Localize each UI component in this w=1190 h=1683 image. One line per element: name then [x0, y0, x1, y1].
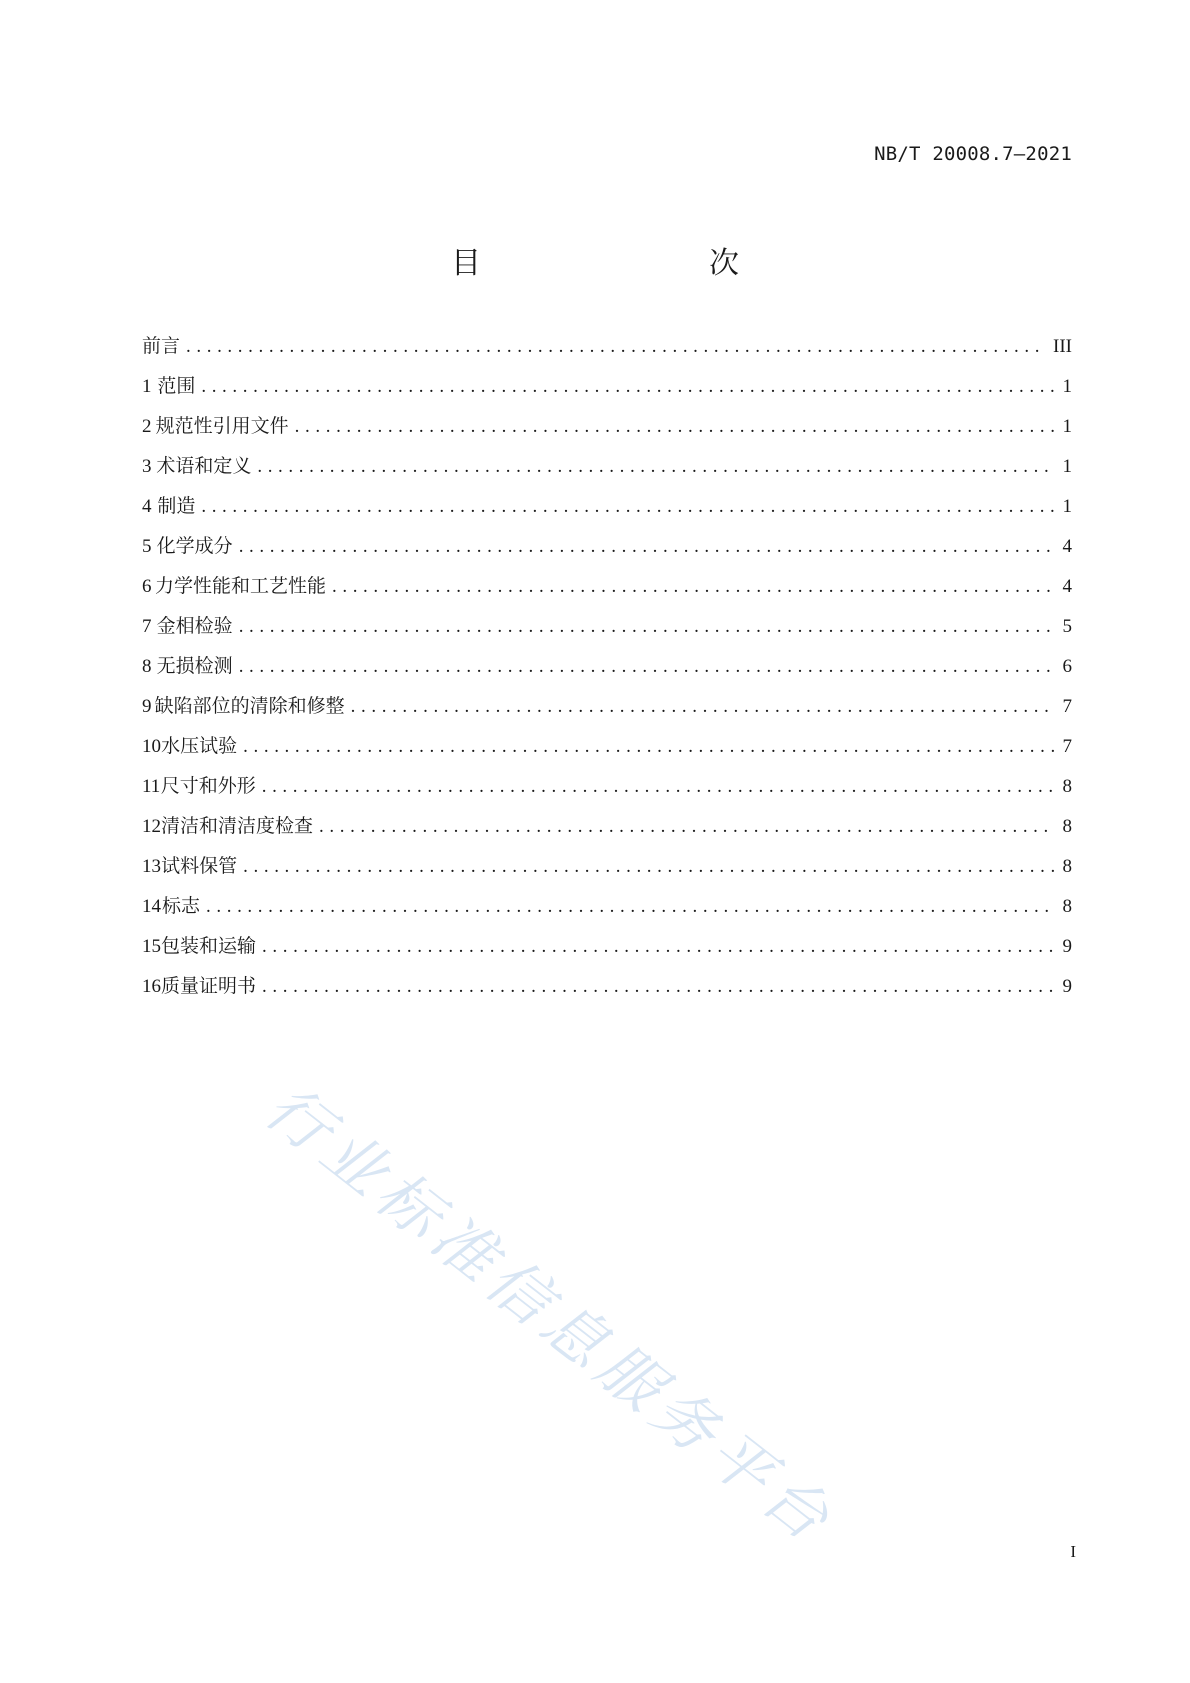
toc-entry-number: 8 — [142, 656, 152, 677]
toc-entry-page[interactable]: III — [1053, 336, 1072, 357]
toc-entry-number: 4 — [142, 496, 152, 517]
toc-leader-dots — [319, 807, 1054, 847]
table-of-contents — [142, 326, 1072, 1006]
toc-entry-page[interactable]: 8 — [1062, 776, 1072, 797]
toc-entry-label[interactable]: 水压试验 — [161, 735, 238, 757]
toc-entry-number: 16 — [142, 976, 161, 997]
toc-leader-dots — [239, 527, 1055, 567]
toc-entry[interactable] — [142, 726, 1072, 766]
toc-entry[interactable] — [142, 886, 1072, 926]
toc-leader-dots — [351, 687, 1055, 727]
toc-entry-number: 1 — [142, 376, 152, 397]
toc-entry-number: 3 — [142, 456, 152, 477]
toc-entry[interactable] — [142, 806, 1072, 846]
toc-entry-label[interactable]: 标志 — [162, 895, 201, 917]
toc-entry-page[interactable]: 9 — [1062, 936, 1072, 957]
toc-leader-dots — [262, 767, 1055, 807]
toc-entry-page[interactable]: 8 — [1062, 896, 1072, 917]
toc-entry-label[interactable]: 化学成分 — [156, 535, 233, 557]
standard-code: NB/T 20008.7—2021 — [874, 143, 1072, 165]
toc-leader-dots — [186, 327, 1045, 367]
toc-entry[interactable] — [142, 526, 1072, 566]
toc-entry-label[interactable]: 金相检验 — [156, 615, 233, 637]
toc-entry-label[interactable]: 术语和定义 — [156, 455, 252, 477]
toc-entry-number: 6 — [142, 576, 152, 597]
toc-entry-page[interactable]: 4 — [1062, 536, 1072, 557]
toc-entry-page[interactable]: 8 — [1062, 816, 1072, 837]
toc-entry[interactable] — [142, 566, 1072, 606]
toc-entry-label[interactable]: 规范性引用文件 — [155, 415, 289, 437]
toc-entry[interactable] — [142, 766, 1072, 806]
toc-entry-page[interactable]: 1 — [1062, 376, 1072, 397]
toc-entry[interactable] — [142, 606, 1072, 646]
toc-entry[interactable] — [142, 406, 1072, 446]
toc-leader-dots — [243, 847, 1054, 887]
toc-entry[interactable] — [142, 846, 1072, 886]
toc-entry-page[interactable]: 8 — [1062, 856, 1072, 877]
toc-entry[interactable] — [142, 366, 1072, 406]
toc-entry[interactable] — [142, 926, 1072, 966]
toc-entry[interactable] — [142, 966, 1072, 1006]
toc-entry-label[interactable]: 缺陷部位的清除和修整 — [154, 695, 345, 717]
toc-entry-number: 14 — [142, 896, 161, 917]
toc-entry-number: 5 — [142, 536, 152, 557]
toc-leader-dots — [257, 447, 1054, 487]
toc-leader-dots — [243, 727, 1054, 767]
toc-entry[interactable] — [142, 646, 1072, 686]
page-title: 目 次 — [451, 246, 795, 281]
watermark: 行业标准信息服务平台 — [252, 1070, 849, 1559]
toc-entry-page[interactable]: 7 — [1062, 736, 1072, 757]
toc-entry-page[interactable]: 9 — [1062, 976, 1072, 997]
toc-entry-number: 13 — [142, 856, 161, 877]
toc-entry-label[interactable]: 清洁和清洁度检查 — [161, 815, 314, 837]
toc-entry-label[interactable]: 包装和运输 — [161, 935, 257, 957]
toc-entry-page[interactable]: 4 — [1062, 576, 1072, 597]
toc-leader-dots — [262, 927, 1054, 967]
toc-entry[interactable] — [142, 446, 1072, 486]
toc-entry[interactable] — [142, 686, 1072, 726]
toc-leader-dots — [295, 407, 1055, 447]
toc-entry-number: 12 — [142, 816, 161, 837]
toc-entry-label[interactable]: 范围 — [157, 375, 196, 397]
toc-leader-dots — [332, 567, 1055, 607]
toc-entry-label[interactable]: 试料保管 — [161, 855, 238, 877]
toc-entry-label[interactable]: 尺寸和外形 — [160, 775, 256, 797]
toc-entry-number: 10 — [142, 736, 161, 757]
toc-entry-label[interactable]: 无损检测 — [156, 655, 233, 677]
toc-entry-number: 7 — [142, 616, 152, 637]
toc-leader-dots — [239, 607, 1055, 647]
toc-entry-number: 15 — [142, 936, 161, 957]
toc-entry[interactable] — [142, 486, 1072, 526]
toc-entry-number: 2 — [142, 416, 152, 437]
toc-entry-page[interactable]: 1 — [1062, 416, 1072, 437]
toc-leader-dots — [206, 887, 1054, 927]
toc-entry-page[interactable]: 1 — [1062, 496, 1072, 517]
toc-entry-number: 9 — [142, 696, 152, 717]
toc-entry-label[interactable]: 前言 — [142, 335, 181, 357]
toc-entry-page[interactable]: 7 — [1062, 696, 1072, 717]
toc-entry-label[interactable]: 制造 — [157, 495, 196, 517]
toc-entry-label[interactable]: 质量证明书 — [161, 975, 257, 997]
toc-entry-label[interactable]: 力学性能和工艺性能 — [154, 575, 326, 597]
toc-leader-dots — [262, 967, 1054, 1007]
toc-leader-dots — [201, 367, 1054, 407]
toc-leader-dots — [201, 487, 1054, 527]
toc-entry-page[interactable]: 6 — [1062, 656, 1072, 677]
page-number: I — [1070, 1542, 1076, 1561]
toc-leader-dots — [239, 647, 1055, 687]
toc-entry[interactable] — [142, 326, 1072, 366]
toc-entry-number: 11 — [142, 776, 161, 797]
toc-entry-page[interactable]: 1 — [1062, 456, 1072, 477]
toc-entry-page[interactable]: 5 — [1062, 616, 1072, 637]
